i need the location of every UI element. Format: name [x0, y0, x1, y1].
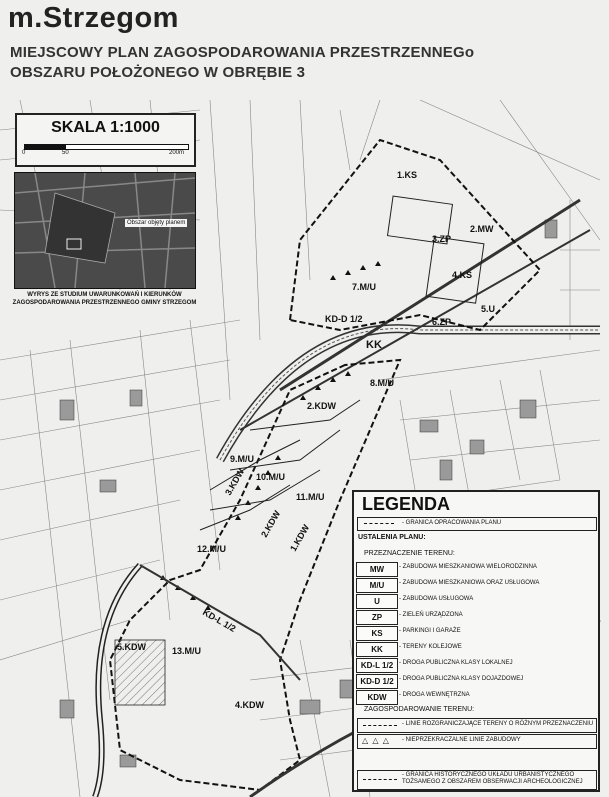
zone-10mu: 10.M/U	[256, 472, 286, 482]
scale-tick-50: 50	[62, 150, 69, 156]
zone-3zp: 3.ZP	[432, 234, 452, 244]
plan-title-line-2: OBSZARU POŁOŻONEGO W OBRĘBIE 3	[10, 64, 306, 81]
legend-item: KD-L 1/2 - DROGA PUBLICZNA KLASY LOKALNEJ	[356, 658, 596, 673]
legend-item: MW - ZABUDOWA MIESZKANIOWA WIELORODZINNA	[356, 562, 596, 577]
zone-2mw: 2.MW	[470, 224, 494, 234]
legend-item: KD-D 1/2 - DROGA PUBLICZNA KLASY DOJAZDOWEJ	[356, 674, 596, 689]
legend	[352, 490, 600, 792]
plan-title-line-1: MIEJSCOWY PLAN ZAGOSPODAROWANIA PRZESTRZENNEGo	[10, 44, 475, 61]
dashed-line-swatch	[364, 523, 394, 524]
legend-item: KK - TERENY KOLEJOWE	[356, 642, 596, 657]
zone-5kdw: 5.KDW	[117, 642, 146, 652]
triangle-line-swatch: △ △ △	[362, 736, 390, 745]
scale-title: SKALA 1:1000	[51, 119, 160, 136]
zone-3kdw: 3.KDW	[223, 466, 247, 497]
legend-przeznaczenie: PRZEZNACZENIE TERENU:	[364, 550, 455, 557]
plan-boundary-north	[290, 140, 540, 330]
scale-tick-0: 0	[22, 150, 26, 156]
zone-1ks: 1.KS	[397, 170, 418, 180]
railway-ne	[280, 200, 580, 390]
scale-box	[15, 113, 196, 167]
legend-line-rozgr-text: - LINIE ROZGRANICZAJĄCE TERENY O RÓŻNYM PRZEZNACZENIU	[402, 721, 594, 727]
legend-line-nieprz-text: - NIEPRZEKRACZALNE LINIE ZABUDOWY	[402, 737, 521, 743]
zone-6zp: 6.ZP	[432, 317, 452, 327]
legend-item: KDW - DROGA WEWNĘTRZNA	[356, 690, 596, 705]
legend-line-nieprzekraczalne	[357, 734, 597, 749]
legend-line-rozgraniczajace	[357, 718, 597, 733]
zone-5u: 5.U	[481, 304, 496, 314]
legend-boundary	[357, 517, 597, 531]
zone-4kdw: 4.KDW	[235, 700, 264, 710]
legend-ustalenia: USTALENIA PLANU:	[358, 534, 426, 541]
legend-historic-boundary	[357, 770, 597, 790]
inset-caption: WYRYS ZE STUDIUM UWARUNKOWAŃ I KIERUNKÓW ZAGOSPODAROWANIA PRZESTRZENNEGO GMINY STRZEGOM	[12, 292, 197, 306]
legend-item: KS - PARKINGI I GARAŻE	[356, 626, 596, 641]
legend-item: U - ZABUDOWA USŁUGOWA	[356, 594, 596, 609]
legend-item: ZP - ZIELEŃ URZĄDZONA	[356, 610, 596, 625]
legend-hist-text: - GRANICA HISTORYCZNEGO UKŁADU URBANISTYCZNEGO TOŻSAMEGO Z OBSZAREM OBSERWACJI ARCHEOLOGICZNEJ	[402, 772, 583, 785]
legend-zagospodarowanie: ZAGOSPODAROWANIE TERENU:	[364, 706, 475, 713]
inset-texture	[15, 173, 195, 288]
zone-8mu: 8.M/U	[370, 378, 395, 388]
scale-bar	[24, 144, 189, 150]
legend-boundary-text: - GRANICA OPRACOWANIA PLANU	[402, 520, 502, 526]
inset-map	[14, 172, 196, 289]
legend-title: LEGENDA	[362, 494, 451, 514]
historic-line-swatch	[363, 779, 397, 780]
legend-item: M/U - ZABUDOWA MIESZKANIOWA ORAZ USŁUGOWA	[356, 578, 596, 593]
zone-7mu: 7.M/U	[352, 282, 377, 292]
inset-label: Obszar objęty planem	[127, 220, 186, 226]
railway-band	[220, 329, 600, 460]
zone-13mu: 13.M/U	[172, 646, 202, 656]
scale-tick-200: 200m	[169, 150, 185, 156]
zone-2kdw-a: 2.KDW	[307, 401, 336, 411]
zone-kdd: KD-D 1/2	[325, 314, 363, 324]
page-title: m.Strzegom	[8, 2, 179, 34]
zone-2kdw-b: 2.KDW	[259, 508, 283, 539]
zone-12mu: 12.M/U	[197, 544, 227, 554]
zone-kdl: KD-L 1/2	[201, 607, 238, 634]
zone-9mu: 9.M/U	[230, 454, 255, 464]
zone-4ks: 4.KS	[452, 270, 473, 280]
zone-11mu: 11.M/U	[296, 492, 325, 502]
zone-1kdw: 1.KDW	[288, 522, 312, 553]
dashed-line-swatch	[363, 725, 397, 726]
zone-kk: KK	[366, 339, 382, 351]
